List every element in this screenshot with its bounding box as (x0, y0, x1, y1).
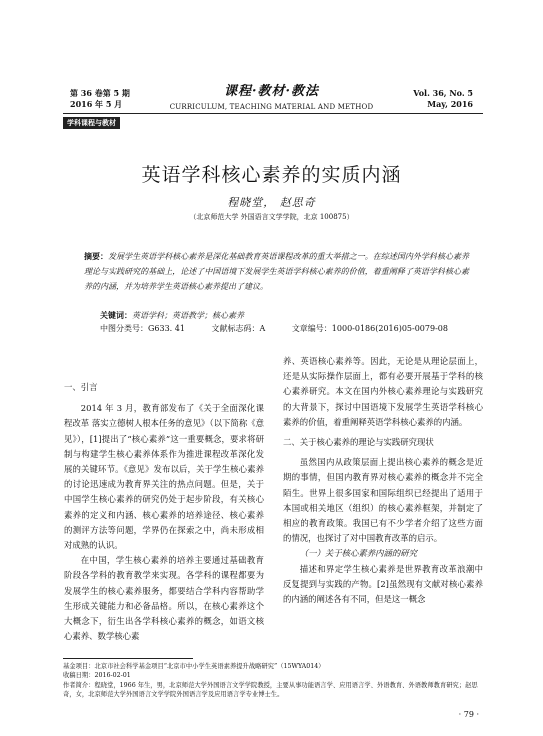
author-bio: 作者简介：程晓堂，1966 年生，男，北京师范大学外国语言文学学院教授，主要从事功能语言学、应用语言学、外语教育、外语教师教育研究；赵思奇，女，北京师范大学外国语言文学学院外国语言学及应用语言学专业博士生。 (63, 681, 478, 699)
keywords-label: 关键词： (100, 310, 132, 320)
fund-note: 基金项目：北京市社会科学基金项目“北京市中小学生英语素养提升战略研究”（15WYA014） (63, 663, 325, 670)
abstract (84, 249, 469, 294)
footnote-rule (63, 658, 193, 659)
date-cn: 2016 年 5 月 (70, 99, 123, 109)
body-column-right (283, 354, 483, 607)
keywords (100, 310, 244, 321)
paragraph: 2014 年 3 月，教育部发布了《关于全面深化课程改革 落实立德树人根本任务的意见》（以下简称《意见》），[1]提出了“核心素养”这一重要概念，要求将研制与构建学生核心素养体系作为推进课程改革深化发展的关键环节。《意见》发布以后，关于学生核心素养的讨论迅速成为教育界关注的热点问题。但是，关于中国学生核心素养的研究仍处于起步阶段，有关核心素养的定义和内涵、核心素养的培养途径、核心素养的测评方法等问题，学界仍在探索之中，尚未形成相对成熟的认识。 (64, 403, 264, 551)
clc-number: 中图分类号：G633. 41 (100, 324, 185, 333)
page-number: · 79 · (458, 710, 479, 719)
article-authors: 程晓堂， 赵思奇 (227, 196, 316, 209)
received-date: 收稿日期：2016-02-01 (63, 672, 131, 680)
paragraph: 描述和界定学生核心素养是世界教育改革浪潮中反复提到与实践的产物。[2]虽然现有文献对核心素养的内涵的阐述各有不同，但是这一概念 (283, 563, 483, 605)
article-title: 英语学科核心素养的实质内涵 (141, 164, 402, 186)
volume-issue-en (413, 88, 473, 110)
volume-en: Vol. 36, No. 5 (413, 88, 473, 98)
paragraph: 在中国，学生核心素养的培养主要通过基础教育阶段各学科的教育教学来实现。各学科的课程都要为发展学生的核心素养服务，都要结合学科内容帮助学生形成关键能力和必备品格。所以，在核心素养这个大概念下，衍生出各学科核心素养的概念，如语文核心素养、数学核心素 (64, 555, 264, 642)
subsection-heading: （一）关于核心素养内涵的研究 (299, 548, 418, 559)
footnotes (63, 662, 483, 700)
volume-cn: 第 36 卷第 5 期 (70, 88, 130, 98)
keywords-text: 英语学科；英语教学；核心素养 (132, 311, 244, 320)
abstract-text: 发展学生英语学科核心素养是深化基础教育英语课程改革的重大举措之一。在综述国内外学科核心素养理论与实践研究的基础上，论述了中国语境下发展学生英语学科核心素养的价值，着重阐释了英语学科核心素养的内涵，并为培养学生英语核心素养提出了建议。 (84, 252, 470, 291)
category-tag: 学科课程与教材 (63, 117, 120, 129)
classification-line (100, 323, 472, 334)
paragraph: 虽然国内从政策层面上提出核心素养的概念是近期的事情，但国内教育界对核心素养的概念并不完全陌生。世界上很多国家和国际组织已经提出了适用于本国或相关地区（组织）的核心素养框架，并制定了相应的教育政策。我国已有不少学者介绍了这些方面的情况，也探讨了对中国教育改革的启示。 (283, 457, 483, 544)
journal-title-cn: 课程·教材·教法 (223, 84, 320, 99)
date-en: May, 2016 (427, 99, 473, 109)
author-affiliation: （北京师范大学 外国语言文学学院，北京 100875） (189, 213, 354, 221)
paragraph: 养、英语核心素养等。因此，无论是从理论层面上，还是从实际操作层面上，都有必要开展基于学科的核心素养研究。本文在国内外核心素养理论与实践研究的大背景下，探讨中国语境下发展学生英语学科核心素养的价值，着重阐释英语学科核心素养的内涵。 (283, 356, 483, 427)
abstract-label: 摘要： (84, 251, 109, 261)
header-rule (63, 113, 483, 114)
journal-title-en: CURRICULUM, TEACHING MATERIAL AND METHOD (169, 103, 374, 111)
article-number: 文章编号：1000-0186(2016)05-0079-08 (291, 324, 448, 333)
section-heading-research: 二、关于核心素养的理论与实践研究现状 (283, 437, 434, 448)
body-column-left (64, 380, 264, 644)
document-code: 文献标志码：A (211, 324, 266, 333)
section-heading-intro: 一、引言 (64, 382, 98, 392)
